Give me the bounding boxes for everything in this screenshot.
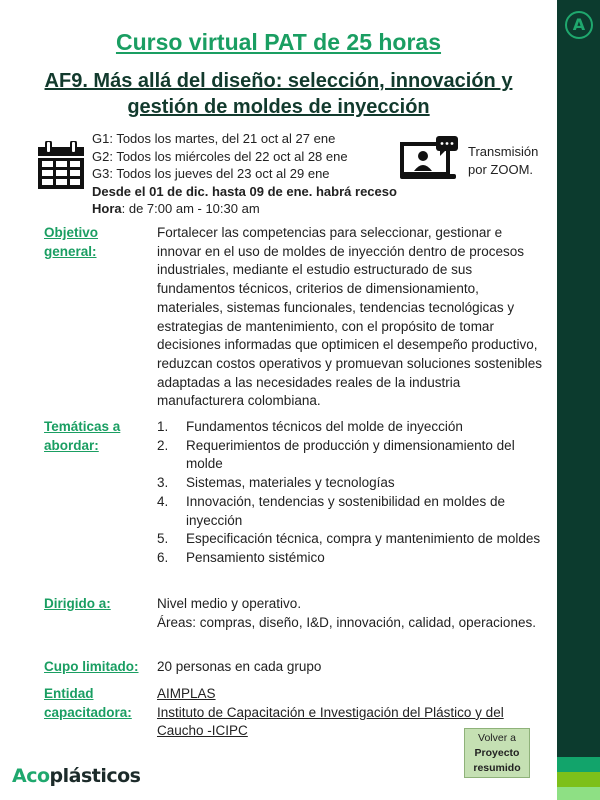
transmission-note: Transmisión por ZOOM. [468,144,539,177]
sidebar-band [557,0,600,800]
course-title: Curso virtual PAT de 25 horas [115,29,442,55]
stripe-light-green [557,787,600,800]
audience-text: Nivel medio y operativo. Áreas: compras, diseño, I&D, innovación, calidad, operaciones. [157,596,536,630]
capacity-value: 20 personas en cada grupo [157,659,322,674]
back-to-summary-button[interactable]: Volver a Proyecto resumido [464,728,530,778]
laptop-chat-icon [400,136,460,181]
entity-link-aimplas[interactable]: AIMPLAS [157,686,216,701]
topic-item: 6. Pensamiento sistémico [157,549,325,565]
calendar-icon [38,141,84,189]
schedule-hour [92,200,397,218]
audience-label: Dirigido a: [44,596,111,611]
schedule-group-3: G3: Todos los jueves del 23 oct al 29 ene [92,166,330,181]
capacity-label: Cupo limitado: [44,659,139,674]
schedule-block [92,130,397,218]
schedule-group-1: G1: Todos los martes, del 21 oct al 27 ene [92,131,336,146]
topic-item: 5. Especificación técnica, compra y mantenimiento de moldes [157,531,541,547]
stripe-lime [557,772,600,787]
acoplasticos-logo-icon: A [565,11,593,39]
subtitle-line-1: AF9. Más allá del diseño: selección, innovación y [44,70,513,92]
topic-item: 1. Fundamentos técnicos del molde de inyección [157,419,463,434]
recess-note: Desde el 01 de dic. hasta 09 de ene. habrá receso [92,183,397,199]
topic-item: 3. Sistemas, materiales y tecnologías [157,475,395,491]
stripe-teal [557,757,600,772]
course-subtitle [30,68,527,120]
hour-value: : de 7:00 am - 10:30 am [121,201,260,216]
entity-label: Entidad capacitadora: [44,686,132,720]
topics-list [157,418,542,568]
subtitle-line-2: gestión de moldes de inyección [127,96,430,118]
acoplasticos-logo: Acoplásticos [12,765,141,787]
topic-item: 4. Innovación, tendencias y sostenibilidad en moldes de inyección [157,493,505,528]
topics-label: Temáticas a abordar: [44,419,121,453]
topic-item: 2. Requerimientos de producción y dimensionamiento del molde [157,437,515,472]
entity-link-icipc[interactable]: Instituto de Capacitación e Investigación del Plástico y del Caucho -ICIPC [157,704,504,739]
objective-text: Fortalecer las competencias para seleccionar, gestionar e innovar en el uso de moldes de inyección dentro de procesos industriales, mediante el estudio estructurado de sus fundamentos técnicos, criterios de dimensionamiento, materiales, sistemas funcionales, tendencias tecnológicas y estrategias de mantenimiento, con el propósito de tomar decisiones informadas que optimicen el desempeño productivo, reduzcan costos operativos y promuevan soluciones sostenibles adaptadas a las necesidades reales de la industria manufacturera colombiana. [157,225,542,409]
schedule-group-2: G2: Todos los miércoles del 22 oct al 28 ene [92,148,348,164]
objective-label: Objetivo general: [44,225,99,259]
hour-label: Hora [92,201,122,216]
